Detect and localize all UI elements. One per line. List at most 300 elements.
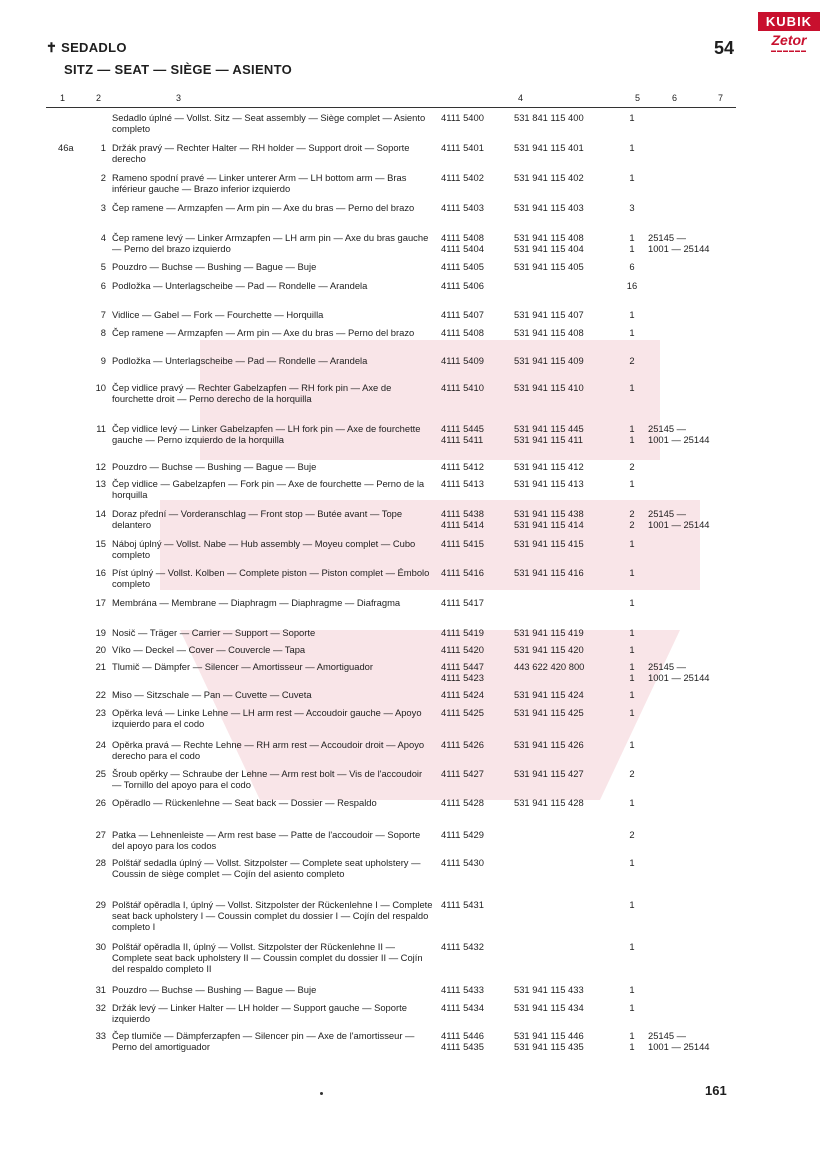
- part-number: [441, 327, 507, 338]
- serial-range-note-line: 25145 —: [648, 423, 687, 434]
- position-number: 8: [100, 327, 106, 338]
- table-row: [0, 232, 826, 261]
- serial-range-note: [648, 1030, 746, 1052]
- serial-range-note-line: 1001 — 25144: [648, 243, 710, 254]
- position-number: 25: [95, 768, 106, 779]
- catalogue-number-line: 443 622 420 800: [514, 661, 585, 672]
- position-number: 15: [95, 538, 106, 549]
- part-number-line: 4111 5408: [441, 232, 484, 243]
- catalogue-number-line: 531 841 115 400: [514, 112, 584, 123]
- part-number-line: 4111 5414: [441, 519, 484, 530]
- part-number: [441, 644, 507, 655]
- quantity-line: 2: [629, 768, 635, 779]
- part-number: [441, 461, 507, 472]
- quantity-line: 1: [629, 899, 635, 910]
- quantity: [622, 689, 642, 700]
- part-number-line: 4111 5401: [441, 142, 484, 153]
- position-number: 30: [95, 941, 106, 952]
- page-dot: [320, 1092, 323, 1095]
- part-number-line: 4111 5408: [441, 327, 484, 338]
- part-number: [441, 768, 507, 779]
- table-row: [0, 202, 826, 232]
- catalogue-number: [514, 382, 614, 393]
- part-description: Rameno spodní pravé — Linker unterer Arm — LH bottom arm — Bras inférieur gauche — Brazo inferior izquierdo: [112, 172, 407, 194]
- part-description: Píst úplný — Vollst. Kolben — Complete piston — Piston complet — Émbolo completo: [112, 567, 430, 589]
- quantity-line: 3: [629, 202, 635, 213]
- part-description: Polštář opěradla I, úplný — Vollst. Sitzpolster der Rückenlehne I — Complete seat back upholstery I — Coussin complet du dossier I — Cojín del respaldo completo I: [112, 899, 433, 932]
- catalogue-number: [514, 1002, 614, 1013]
- catalogue-number-line: [514, 280, 614, 291]
- catalogue-number-line: 531 941 115 401: [514, 142, 584, 153]
- part-number-line: 4111 5402: [441, 172, 484, 183]
- catalogue-number: [514, 597, 614, 608]
- kubik-zetor-logo: [758, 12, 820, 54]
- catalogue-number-line: 531 941 115 408: [514, 327, 584, 338]
- quantity: [622, 597, 642, 608]
- part-number: [441, 739, 507, 750]
- part-description: Polštář sedadla úplný — Vollst. Sitzpolster — Complete seat upholstery — Coussin de siège complet — Cojín del asiento completo: [112, 857, 421, 879]
- serial-range-note-line: 25145 —: [648, 661, 687, 672]
- part-description: Čep ramene — Armzapfen — Arm pin — Axe du bras — Perno del brazo: [112, 202, 415, 213]
- table-row: [0, 538, 826, 567]
- quantity: [622, 142, 642, 153]
- table-row: [0, 423, 826, 461]
- quantity-line: 1: [629, 309, 635, 320]
- table-row: [0, 661, 826, 689]
- quantity-line: 1: [629, 941, 635, 952]
- quantity: [622, 567, 642, 578]
- quantity-line: 1: [629, 1030, 635, 1041]
- table-row: [0, 899, 826, 941]
- catalogue-number: [514, 707, 614, 718]
- part-description: Pouzdro — Buchse — Bushing — Bague — Buje: [112, 984, 317, 995]
- quantity: [622, 478, 642, 489]
- catalogue-number-line: 531 941 115 435: [514, 1041, 584, 1052]
- part-number-line: 4111 5403: [441, 202, 484, 213]
- part-number-line: 4111 5410: [441, 382, 484, 393]
- catalogue-number-line: 531 941 115 402: [514, 172, 584, 183]
- catalogue-number: [514, 661, 614, 683]
- position-number: 6: [100, 280, 106, 291]
- part-description: Membrána — Membrane — Diaphragm — Diaphragme — Diafragma: [112, 597, 401, 608]
- part-number: [441, 355, 507, 366]
- quantity-line: 1: [629, 984, 635, 995]
- quantity: [622, 627, 642, 638]
- part-number-line: 4111 5419: [441, 627, 484, 638]
- part-number-line: 4111 5432: [441, 941, 484, 952]
- part-number-line: 4111 5420: [441, 644, 484, 655]
- table-row: [0, 508, 826, 538]
- catalogue-number: [514, 202, 614, 213]
- part-description: Opěradlo — Rückenlehne — Seat back — Dossier — Respaldo: [112, 797, 377, 808]
- part-description: Pouzdro — Buchse — Bushing — Bague — Buje: [112, 461, 317, 472]
- table-row: [0, 478, 826, 508]
- quantity-line: 1: [629, 172, 635, 183]
- table-row: [0, 857, 826, 899]
- quantity-line: 1: [629, 142, 635, 153]
- quantity: [622, 309, 642, 320]
- catalogue-number-line: 531 941 115 427: [514, 768, 584, 779]
- position-number: 13: [95, 478, 106, 489]
- column-header-row: [0, 93, 826, 107]
- quantity-line: 1: [629, 672, 635, 683]
- catalogue-number: [514, 142, 614, 153]
- catalogue-number: [514, 423, 614, 445]
- quantity-line: 1: [629, 1002, 635, 1013]
- catalogue-number: [514, 797, 614, 808]
- part-number: [441, 689, 507, 700]
- catalogue-number: [514, 232, 614, 254]
- position-number: 9: [100, 355, 106, 366]
- quantity-line: 1: [629, 627, 635, 638]
- position-number: 26: [95, 797, 106, 808]
- part-number-line: 4111 5412: [441, 461, 484, 472]
- part-description: Podložka — Unterlagscheibe — Pad — Rondelle — Arandela: [112, 355, 368, 366]
- catalogue-number-line: 531 941 115 434: [514, 1002, 584, 1013]
- position-number: 23: [95, 707, 106, 718]
- table-row: [0, 941, 826, 984]
- part-description: Čep ramene — Armzapfen — Arm pin — Axe du bras — Perno del brazo: [112, 327, 415, 338]
- quantity: [622, 857, 642, 868]
- page-number: 161: [705, 1083, 727, 1098]
- quantity: [622, 797, 642, 808]
- part-number-line: 4111 5406: [441, 280, 484, 291]
- quantity-line: 1: [629, 739, 635, 750]
- part-number: [441, 478, 507, 489]
- quantity-line: 1: [629, 327, 635, 338]
- catalogue-number-line: 531 941 115 438: [514, 508, 584, 519]
- part-number: [441, 627, 507, 638]
- part-description: Opěrka pravá — Rechte Lehne — RH arm rest — Accoudoir droit — Apoyo derecho para el codo: [112, 739, 425, 761]
- position-number: 19: [95, 627, 106, 638]
- part-number: [441, 309, 507, 320]
- part-description: Čep vidlice pravý — Rechter Gabelzapfen — RH fork pin — Axe de fourchette droit — Perno derecho de la horquilla: [112, 382, 392, 404]
- table-row: [0, 597, 826, 627]
- position-number: 22: [95, 689, 106, 700]
- catalogue-number: [514, 327, 614, 338]
- serial-range-note-line: 1001 — 25144: [648, 519, 710, 530]
- quantity-line: 1: [629, 423, 635, 434]
- catalogue-number-line: 531 941 115 414: [514, 519, 584, 530]
- part-number-line: 4111 5400: [441, 112, 484, 123]
- part-number: [441, 661, 507, 683]
- catalogue-number: [514, 261, 614, 272]
- table-row: [0, 172, 826, 202]
- logo-kubik-text: KUBIK: [758, 12, 820, 31]
- col-header-7: 7: [718, 93, 724, 103]
- quantity-line: 1: [629, 661, 635, 672]
- part-number-line: 4111 5433: [441, 984, 484, 995]
- catalogue-number-line: [514, 829, 614, 840]
- part-number-line: 4111 5428: [441, 797, 484, 808]
- quantity: [622, 461, 642, 472]
- part-number-line: 4111 5416: [441, 567, 484, 578]
- quantity: [622, 661, 642, 683]
- part-number-line: 4111 5430: [441, 857, 484, 868]
- table-row: [0, 829, 826, 857]
- part-number-line: 4111 5423: [441, 672, 484, 683]
- table-row: [0, 327, 826, 355]
- catalogue-number-line: 531 941 115 446: [514, 1030, 584, 1041]
- part-number-line: 4111 5445: [441, 423, 484, 434]
- quantity-line: 1: [629, 707, 635, 718]
- part-description: Patka — Lehnenleiste — Arm rest base — Patte de l'accoudoir — Soporte del apoyo para los codos: [112, 829, 421, 851]
- catalogue-number-line: 531 941 115 415: [514, 538, 584, 549]
- part-number-line: 4111 5424: [441, 689, 484, 700]
- section-number: 54: [714, 38, 735, 58]
- part-number-line: 4111 5415: [441, 538, 484, 549]
- page-subtitle: SITZ — SEAT — SIÈGE — ASIENTO: [64, 62, 293, 77]
- part-description: Čep ramene levý — Linker Armzapfen — LH arm pin — Axe du bras gauche — Perno del brazo izquierdo: [112, 232, 429, 254]
- position-number: 33: [95, 1030, 106, 1041]
- position-number: 12: [95, 461, 106, 472]
- table-row: [0, 1002, 826, 1030]
- catalogue-number: [514, 857, 614, 868]
- catalogue-number-line: 531 941 115 409: [514, 355, 584, 366]
- part-number-line: 4111 5434: [441, 1002, 484, 1013]
- position-number: 21: [95, 661, 106, 672]
- part-number: [441, 941, 507, 952]
- quantity: [622, 327, 642, 338]
- part-number: [441, 1002, 507, 1013]
- catalogue-number-line: 531 941 115 405: [514, 261, 584, 272]
- part-description: Nosič — Träger — Carrier — Support — Soporte: [112, 627, 316, 638]
- quantity-line: 1: [629, 567, 635, 578]
- catalogue-number: [514, 627, 614, 638]
- part-number-line: 4111 5446: [441, 1030, 484, 1041]
- part-description: Podložka — Unterlagscheibe — Pad — Rondelle — Arandela: [112, 280, 368, 291]
- catalogue-number: [514, 508, 614, 530]
- catalogue-number-line: [514, 597, 614, 608]
- quantity: [622, 355, 642, 366]
- part-number: [441, 423, 507, 445]
- part-number-line: 4111 5426: [441, 739, 484, 750]
- col-header-5: 5: [635, 93, 641, 103]
- quantity: [622, 382, 642, 393]
- catalogue-number: [514, 984, 614, 995]
- part-number-line: 4111 5429: [441, 829, 484, 840]
- catalogue-number: [514, 112, 614, 123]
- catalogue-number: [514, 899, 614, 910]
- position-number: 5: [100, 261, 106, 272]
- part-number: [441, 857, 507, 868]
- quantity: [622, 280, 642, 291]
- quantity: [622, 202, 642, 213]
- quantity: [622, 707, 642, 718]
- quantity-line: 1: [629, 243, 635, 254]
- position-number: 28: [95, 857, 106, 868]
- catalogue-number-line: 531 941 115 445: [514, 423, 584, 434]
- quantity: [622, 261, 642, 272]
- part-number-line: 4111 5409: [441, 355, 484, 366]
- catalogue-number-line: [514, 941, 614, 952]
- part-number: [441, 567, 507, 578]
- table-row: [0, 627, 826, 644]
- position-number: 29: [95, 899, 106, 910]
- part-number-line: 4111 5417: [441, 597, 484, 608]
- quantity-line: 1: [629, 797, 635, 808]
- catalogue-number: [514, 355, 614, 366]
- part-description: Šroub opěrky — Schraube der Lehne — Arm rest bolt — Vis de l'accoudoir — Tornillo del apoyo para el codo: [112, 768, 423, 790]
- figure-ref: 46a: [58, 142, 74, 153]
- quantity-line: 6: [629, 261, 635, 272]
- quantity-line: 1: [629, 538, 635, 549]
- position-number: 10: [95, 382, 106, 393]
- quantity: [622, 1030, 642, 1052]
- part-description: Vidlice — Gabel — Fork — Fourchette — Horquilla: [112, 309, 324, 320]
- page-title: ✝ SEDADLO: [46, 40, 127, 55]
- table-row: [0, 644, 826, 661]
- position-number: 1: [100, 142, 106, 153]
- position-number: 24: [95, 739, 106, 750]
- part-description: Čep vidlice — Gabelzapfen — Fork pin — Axe de fourchette — Perno de la horquilla: [112, 478, 425, 500]
- catalogue-number: [514, 689, 614, 700]
- quantity: [622, 644, 642, 655]
- part-description: Držák levý — Linker Halter — LH holder — Support gauche — Soporte izquierdo: [112, 1002, 407, 1024]
- quantity: [622, 899, 642, 910]
- table-row: [0, 689, 826, 707]
- catalogue-number-line: 531 941 115 428: [514, 797, 584, 808]
- quantity: [622, 232, 642, 254]
- catalogue-number-line: [514, 899, 614, 910]
- quantity-line: 1: [629, 112, 635, 123]
- part-number: [441, 899, 507, 910]
- part-description: Tlumič — Dämpfer — Silencer — Amortisseur — Amortiguador: [112, 661, 374, 672]
- part-description: Držák pravý — Rechter Halter — RH holder — Support droit — Soporte derecho: [112, 142, 410, 164]
- catalogue-number: [514, 644, 614, 655]
- position-number: 2: [100, 172, 106, 183]
- catalogue-number-line: 531 941 115 408: [514, 232, 584, 243]
- catalogue-number: [514, 478, 614, 489]
- serial-range-note-line: 1001 — 25144: [648, 1041, 710, 1052]
- catalogue-number-line: [514, 857, 614, 868]
- part-number-line: 4111 5425: [441, 707, 484, 718]
- part-description: Náboj úplný — Vollst. Nabe — Hub assembly — Moyeu complet — Cubo completo: [112, 538, 416, 560]
- catalogue-number: [514, 538, 614, 549]
- part-number: [441, 382, 507, 393]
- quantity: [622, 172, 642, 183]
- part-number: [441, 508, 507, 530]
- catalogue-number-line: 531 941 115 412: [514, 461, 584, 472]
- serial-range-note: [648, 423, 746, 445]
- catalogue-number-line: [514, 672, 614, 683]
- serial-range-note-line: 25145 —: [648, 1030, 687, 1041]
- part-number: [441, 797, 507, 808]
- serial-range-note-line: 1001 — 25144: [648, 672, 710, 683]
- part-description: Pouzdro — Buchse — Bushing — Bague — Buje: [112, 261, 317, 272]
- part-description: Miso — Sitzschale — Pan — Cuvette — Cuveta: [112, 689, 312, 700]
- position-number: 27: [95, 829, 106, 840]
- col-header-1: 1: [60, 93, 66, 103]
- table-row: [0, 984, 826, 1002]
- col-header-3: 3: [176, 93, 182, 103]
- part-number-line: 4111 5413: [441, 478, 484, 489]
- quantity-line: 2: [629, 461, 635, 472]
- catalogue-number: [514, 461, 614, 472]
- quantity: [622, 112, 642, 123]
- position-number: 3: [100, 202, 106, 213]
- table-row: [0, 142, 826, 172]
- position-number: 4: [100, 232, 106, 243]
- position-number: 11: [96, 423, 106, 434]
- position-number: 20: [95, 644, 106, 655]
- quantity-line: 1: [629, 382, 635, 393]
- catalogue-number: [514, 309, 614, 320]
- part-number: [441, 984, 507, 995]
- logo-underline: ▬▬▬▬▬▬: [771, 48, 807, 54]
- part-description: Polštář opěradla II, úplný — Vollst. Sitzpolster der Rückenlehne II — Complete seat back upholstery II — Coussin complet du dossier II — Cojín del respaldo completo II: [112, 941, 423, 974]
- part-number-line: 4111 5404: [441, 243, 484, 254]
- quantity: [622, 1002, 642, 1013]
- part-number-line: 4111 5407: [441, 309, 484, 320]
- catalogue-number: [514, 739, 614, 750]
- quantity-line: 1: [629, 644, 635, 655]
- quantity-line: 1: [629, 597, 635, 608]
- position-number: 32: [95, 1002, 106, 1013]
- table-row: [0, 567, 826, 597]
- quantity-line: 2: [629, 508, 635, 519]
- col-header-2: 2: [96, 93, 102, 103]
- catalogue-number-line: 531 941 115 407: [514, 309, 584, 320]
- table-row: [0, 768, 826, 797]
- quantity-line: 2: [629, 355, 635, 366]
- part-number-line: 4111 5447: [441, 661, 484, 672]
- part-number-line: 4111 5438: [441, 508, 484, 519]
- part-description: Čep tlumiče — Dämpferzapfen — Silencer pin — Axe de l'amortisseur — Perno del amortiguador: [112, 1030, 415, 1052]
- catalogue-number-line: 531 941 115 433: [514, 984, 584, 995]
- table-row: [0, 707, 826, 739]
- header-rule: [46, 107, 736, 108]
- col-header-6: 6: [672, 93, 678, 103]
- part-number-line: 4111 5431: [441, 899, 484, 910]
- part-number-line: 4111 5411: [441, 434, 484, 445]
- serial-range-note-line: 1001 — 25144: [648, 434, 710, 445]
- part-number-line: 4111 5427: [441, 768, 484, 779]
- part-number-line: 4111 5405: [441, 261, 484, 272]
- catalogue-number-line: 531 941 115 416: [514, 567, 584, 578]
- part-description: Sedadlo úplné — Vollst. Sitz — Seat assembly — Siège complet — Asiento completo: [112, 112, 426, 134]
- quantity-line: 1: [629, 857, 635, 868]
- position-number: 14: [95, 508, 106, 519]
- part-number: [441, 202, 507, 213]
- quantity-line: 16: [626, 280, 638, 291]
- serial-range-note: [648, 508, 746, 530]
- col-header-4: 4: [518, 93, 524, 103]
- quantity-line: 1: [629, 689, 635, 700]
- part-number: [441, 707, 507, 718]
- catalogue-number-line: 531 941 115 425: [514, 707, 584, 718]
- position-number: 31: [95, 984, 106, 995]
- table-row: [0, 739, 826, 768]
- catalogue-number: [514, 829, 614, 840]
- part-number: [441, 112, 507, 123]
- position-number: 17: [95, 597, 106, 608]
- catalogue-number-line: 531 941 115 410: [514, 382, 584, 393]
- catalogue-number-line: 531 941 115 411: [514, 434, 583, 445]
- quantity-line: 1: [629, 434, 635, 445]
- table-row: [0, 309, 826, 327]
- catalogue-number: [514, 1030, 614, 1052]
- part-number: [441, 538, 507, 549]
- part-number: [441, 829, 507, 840]
- quantity-line: 1: [629, 232, 635, 243]
- quantity: [622, 984, 642, 995]
- catalogue-number-line: 531 941 115 403: [514, 202, 584, 213]
- table-row: [0, 797, 826, 829]
- parts-list: [0, 112, 826, 1060]
- part-description: Opěrka levá — Linke Lehne — LH arm rest — Accoudoir gauche — Apoyo izquierdo para el codo: [112, 707, 422, 729]
- table-row: [0, 1030, 826, 1060]
